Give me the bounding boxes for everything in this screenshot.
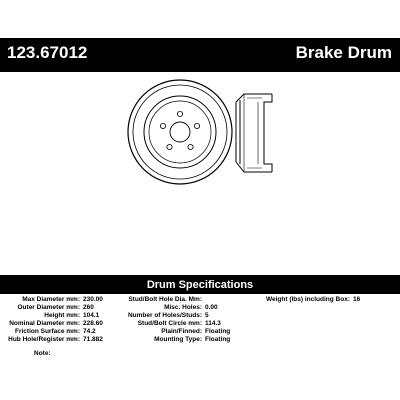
spec-value: Floating (205, 328, 231, 335)
spec-value: 260 (83, 304, 94, 311)
spec-value: 0.00 (205, 304, 218, 311)
spec-value: 104.1 (83, 312, 100, 319)
spec-row (0, 296, 120, 304)
spec-column-1 (0, 296, 120, 344)
spec-row (122, 336, 242, 344)
spec-row (250, 296, 400, 304)
spec-row (0, 320, 120, 328)
spec-label: Stud/Bolt Circle mm: (137, 320, 202, 327)
spec-column-2 (122, 296, 242, 344)
spec-value: 5 (205, 312, 209, 319)
spec-value: 16 (353, 296, 361, 303)
product-type: Brake Drum (295, 43, 392, 62)
header-bar (0, 38, 400, 72)
spec-label: Height mm: (44, 312, 80, 319)
spec-label: Weight (lbs) including Box: (265, 296, 350, 303)
spec-value: 114.3 (205, 320, 221, 327)
spec-row (122, 312, 242, 320)
spec-label: Stud/Bolt Hole Dia. Mm: (128, 296, 202, 303)
spec-row (0, 328, 120, 336)
spec-value: 71.882 (83, 336, 103, 343)
spec-row (0, 304, 120, 312)
spec-row (122, 328, 242, 336)
spec-row (122, 304, 242, 312)
drum-front-view (128, 80, 232, 184)
spec-value: 74.2 (83, 328, 96, 335)
spec-row (0, 336, 120, 344)
spec-label: Nominal Diameter mm: (9, 320, 80, 327)
brake-drum-drawing (0, 72, 400, 272)
spec-row (122, 296, 242, 304)
spec-label: Friction Surface mm: (14, 328, 80, 335)
spec-label: Number of Holes/Studs: (127, 312, 202, 319)
spec-label: Max Diameter mm: (22, 296, 80, 303)
spec-label: Plain/Finned: (161, 328, 202, 335)
drum-side-view (236, 94, 272, 172)
spec-label: Mounting Type: (154, 336, 202, 343)
spec-column-3 (250, 296, 400, 304)
spec-section-bar (0, 275, 400, 294)
spec-label: Misc. Holes: (164, 304, 202, 311)
spec-label: Hub Hole/Register mm: (8, 336, 80, 343)
spec-section-title: Drum Specifications (146, 279, 254, 291)
part-number: 123.67012 (7, 43, 88, 62)
spec-value: 228.60 (83, 320, 103, 327)
spec-value: Floating (205, 336, 231, 343)
spec-value (202, 296, 205, 304)
spec-label: Outer Diameter mm: (17, 304, 80, 311)
spec-row (0, 312, 120, 320)
note-label: Note: (34, 350, 51, 357)
spec-value: 230.00 (83, 296, 103, 303)
spec-row (122, 320, 242, 328)
